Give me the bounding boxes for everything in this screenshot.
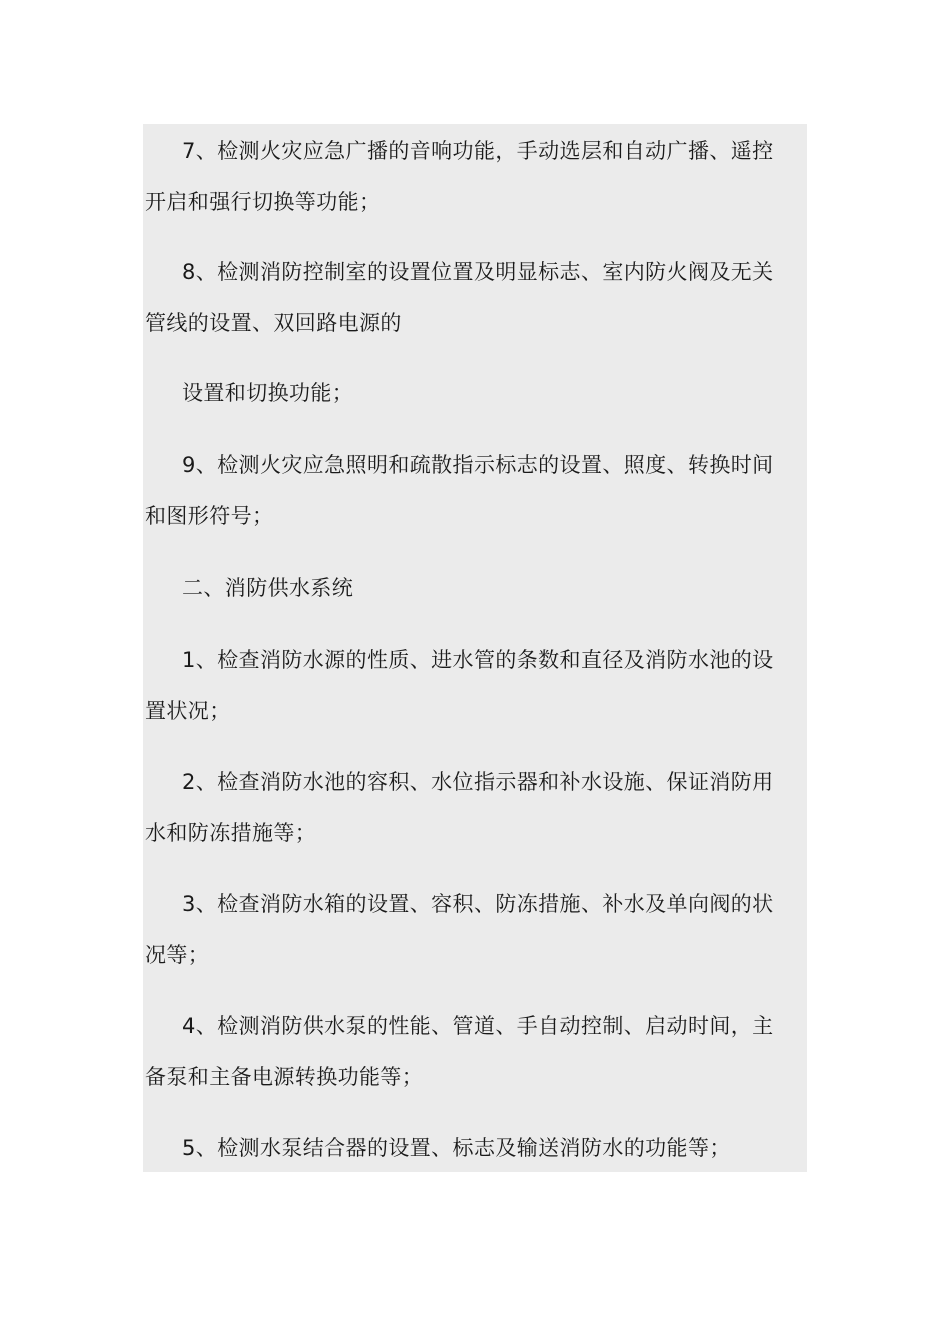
item-7-line-2: 开启和强行切换等功能； xyxy=(145,190,381,214)
item-2-line-2: 水和防冻措施等； xyxy=(145,821,317,845)
item-4-line-2: 备泵和主备电源转换功能等； xyxy=(145,1065,424,1089)
item-3-line-1: 3、检查消防水箱的设置、容积、防冻措施、补水及单向阀的状 xyxy=(182,892,774,916)
item-8-line-1: 8、检测消防控制室的设置位置及明显标志、室内防火阀及无关 xyxy=(182,260,774,284)
item-9-line-1: 9、检测火灾应急照明和疏散指示标志的设置、照度、转换时间 xyxy=(182,453,774,477)
item-7-line-1: 7、检测火灾应急广播的音响功能，手动选层和自动广播、遥控 xyxy=(182,139,774,163)
item-8-line-2: 管线的设置、双回路电源的 xyxy=(145,311,402,335)
item-1-line-2: 置状况； xyxy=(145,699,231,723)
item-2-line-1: 2、检查消防水池的容积、水位指示器和补水设施、保证消防用 xyxy=(182,770,774,794)
item-8-line-3: 设置和切换功能； xyxy=(182,381,354,405)
item-1-line-1: 1、检查消防水源的性质、进水管的条数和直径及消防水池的设 xyxy=(182,648,774,672)
item-5-line-1: 5、检测水泵结合器的设置、标志及输送消防水的功能等； xyxy=(182,1136,731,1160)
section-heading: 二、消防供水系统 xyxy=(182,576,354,600)
item-9-line-2: 和图形符号； xyxy=(145,504,274,528)
item-3-line-2: 况等； xyxy=(145,943,210,967)
item-4-line-1: 4、检测消防供水泵的性能、管道、手自动控制、启动时间，主 xyxy=(182,1014,774,1038)
